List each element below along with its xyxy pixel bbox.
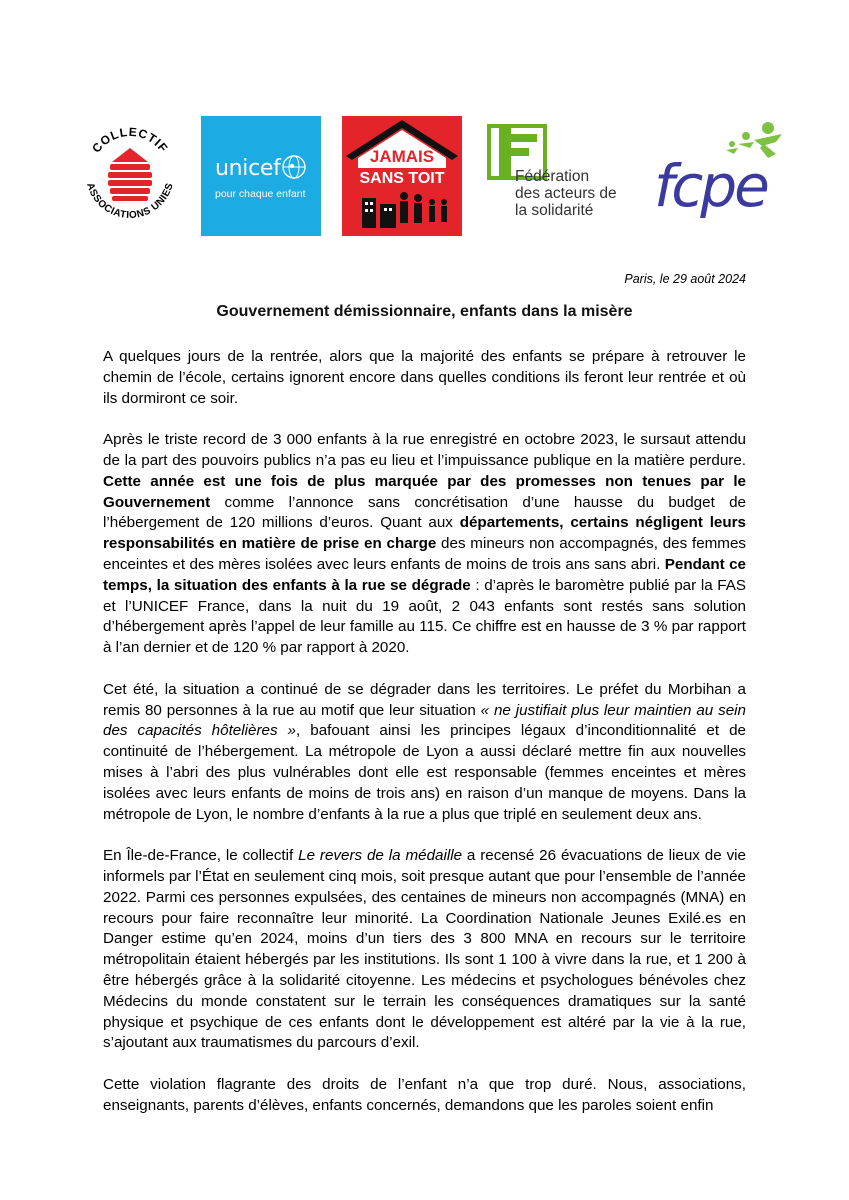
paragraph-5: Cette violation flagrante des droits de l’enfant n’a que trop duré. Nous, associations, enseignants, parents d’élèves, enfants concernés, demandons que les paroles soient enfin — [103, 1075, 746, 1114]
partner-logos — [0, 110, 849, 240]
document-title: Gouvernement démissionnaire, enfants dans la misère — [216, 303, 633, 320]
globe-icon — [281, 154, 307, 180]
unicef-logo — [201, 116, 321, 236]
fas-logo — [485, 124, 645, 224]
fas-name: Fédération des acteurs de la solidarité — [515, 168, 617, 219]
unicef-tagline: pour chaque enfant — [215, 188, 306, 200]
document-date: Paris, le 29 août 2024 — [624, 272, 746, 286]
svg-text:fcpe: fcpe — [654, 152, 767, 220]
jamais-sans-toit-logo — [342, 116, 462, 236]
svg-text:SANS TOIT: SANS TOIT — [359, 170, 445, 187]
svg-text:JAMAIS: JAMAIS — [369, 147, 435, 166]
paragraph-2: Après le triste record de 3 000 enfants à la rue enregistré en octobre 2023, le sursaut attendu de la part des pouvoirs publics n’a pas eu lieu et l’impuissance publique en la matière perdure. Cette année est une fois de plus marquée par des promesses non tenues par le Gouvernement comme l’annonce sans concrétisation d’une hausse du budget de l’hébergement de 120 millions d’euros. Quant aux départements, certains négligent leurs responsabilités en matière de prise en charge des mineurs non accompagnés, des femmes enceintes et des mères isolées avec leurs enfants de moins de trois ans sans abri. Pendant ce temps, la situation des enfants à la rue se dégrade : d’après le baromètre publié par la FAS et l’UNICEF France, dans la nuit du 19 août, 2 043 enfants sont restés sans solution d’hébergement après l’appel de leur famille au 115. Ce chiffre est en hausse de 3 % par rapport à l’an dernier et de 120 % par rapport à 2020. — [103, 431, 747, 657]
document-body — [103, 347, 746, 1137]
collectif-associations-unies-logo — [78, 122, 182, 226]
svg-text:ASSOCIATIONS UNIES: ASSOCIATIONS UNIES — [84, 181, 176, 222]
svg-text:COLLECTIF: COLLECTIF — [89, 124, 171, 156]
paragraph-3: Cet été, la situation a continué de se dégrader dans les territoires. Le préfet du Morbihan a remis 80 personnes à la rue au motif que leur situation « ne justifiait plus leur maintien au sein des capacités hôtelières », bafouant ainsi les principes légaux d’inconditionnalité et de continuité de l’hébergement. La métropole de Lyon a aussi déclaré mettre fin aux nouvelles mises à l’abri des plus vulnérables dont elle est responsable (femmes enceintes et mères isolées avec leurs enfants de moins de trois ans) en raison d’un manque de moyens. Dans la métropole de Lyon, le nombre d’enfants à la rue a plus que triplé en seulement deux ans. — [103, 680, 746, 823]
paragraph-1: A quelques jours de la rentrée, alors que la majorité des enfants se prépare à retrouver le chemin de l’école, certains ignorent encore dans quelles conditions ils feront leur rentrée et où ils dormiront ce soir. — [103, 348, 746, 407]
paragraph-4: En Île-de-France, le collectif Le revers de la médaille a recensé 26 évacuations de lieux de vie informels par l’État en seulement cinq mois, soit presque autant que pour l’ensemble de l’année 2022. Parmi ces personnes expulsées, des centaines de mineurs non accompagnés (MNA) en recours pour faire reconnaître leur minorité. La Coordination Nationale Jeunes Exilé.es en Danger estime qu’en 2024, moins d’un tiers des 3 800 MNA en recours sur le territoire métropolitain étaient hébergés par les institutions. Ils sont 1 100 à vivre dans la rue, et 1 200 à être hébergés grâce à la solidarité citoyenne. Les médecins et psychologues bénévoles chez Médecins du monde constatent sur le terrain les conséquences dramatiques sur la santé physique et psychique de ces enfants dont le développement est altéré par la vie à la rue, s’ajoutant aux traumatismes du parcours d’exil. — [103, 847, 746, 1052]
unicef-wordmark: unicef — [215, 156, 281, 181]
fcpe-logo — [650, 114, 795, 224]
